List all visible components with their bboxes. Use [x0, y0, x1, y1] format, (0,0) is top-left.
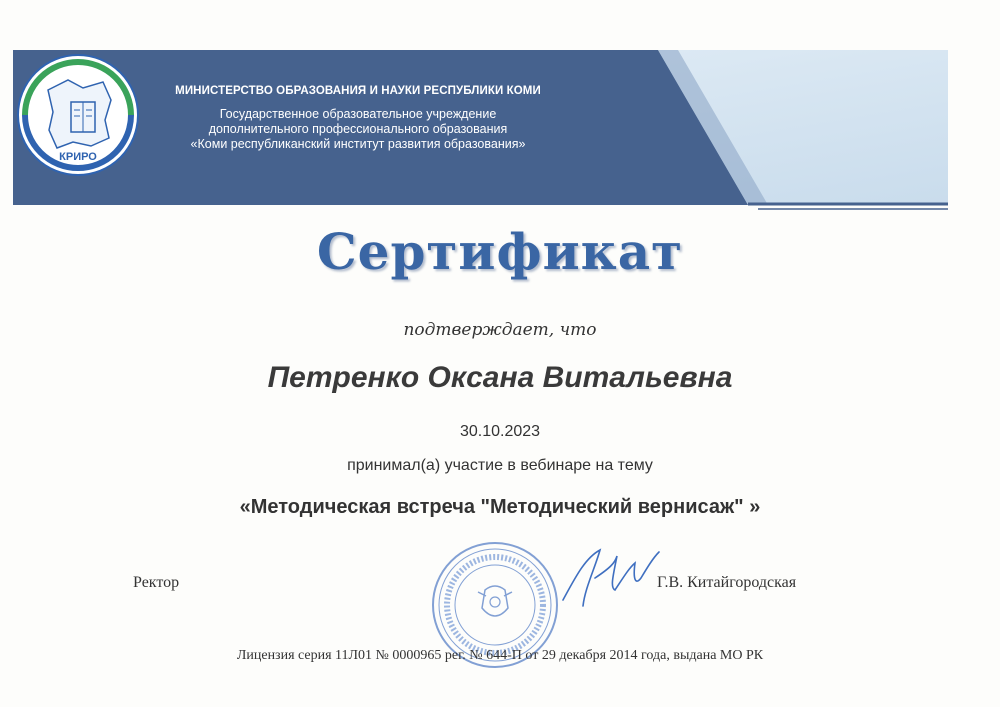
logo-text: КРИРО: [59, 151, 97, 163]
kriro-logo-icon: [13, 50, 143, 180]
webinar-topic: «Методическая встреча "Методический вернисаж" »: [239, 496, 761, 518]
rector-label: Ректор: [133, 574, 180, 591]
institution-line: «Коми республиканский институт развития образования»: [190, 137, 526, 151]
event-date: 30.10.2023: [459, 423, 541, 440]
license-text: Лицензия серия 11Л01 № 0000965 рег. № 644-П от 29 декабря 2014 года, выдана МО РК: [236, 648, 764, 663]
institution-line: Государственное образовательное учреждение: [219, 107, 497, 121]
recipient-name: Петренко Оксана Витальевна: [267, 361, 733, 394]
institution-line: дополнительного профессионального образования: [208, 122, 508, 136]
header-band: [13, 50, 948, 210]
confirm-text: подтверждает, что: [403, 320, 597, 340]
rector-name: Г.В. Китайгородская: [657, 574, 797, 591]
ministry-name: МИНИСТЕРСТВО ОБРАЗОВАНИЯ И НАУКИ РЕСПУБЛИКИ КОМИ: [175, 85, 541, 97]
organization-block: [148, 85, 568, 152]
participation-text: принимал(а) участие в вебинаре на тему: [347, 457, 653, 474]
certificate-title: Сертификат: [316, 222, 684, 281]
signature-icon: [555, 538, 665, 618]
